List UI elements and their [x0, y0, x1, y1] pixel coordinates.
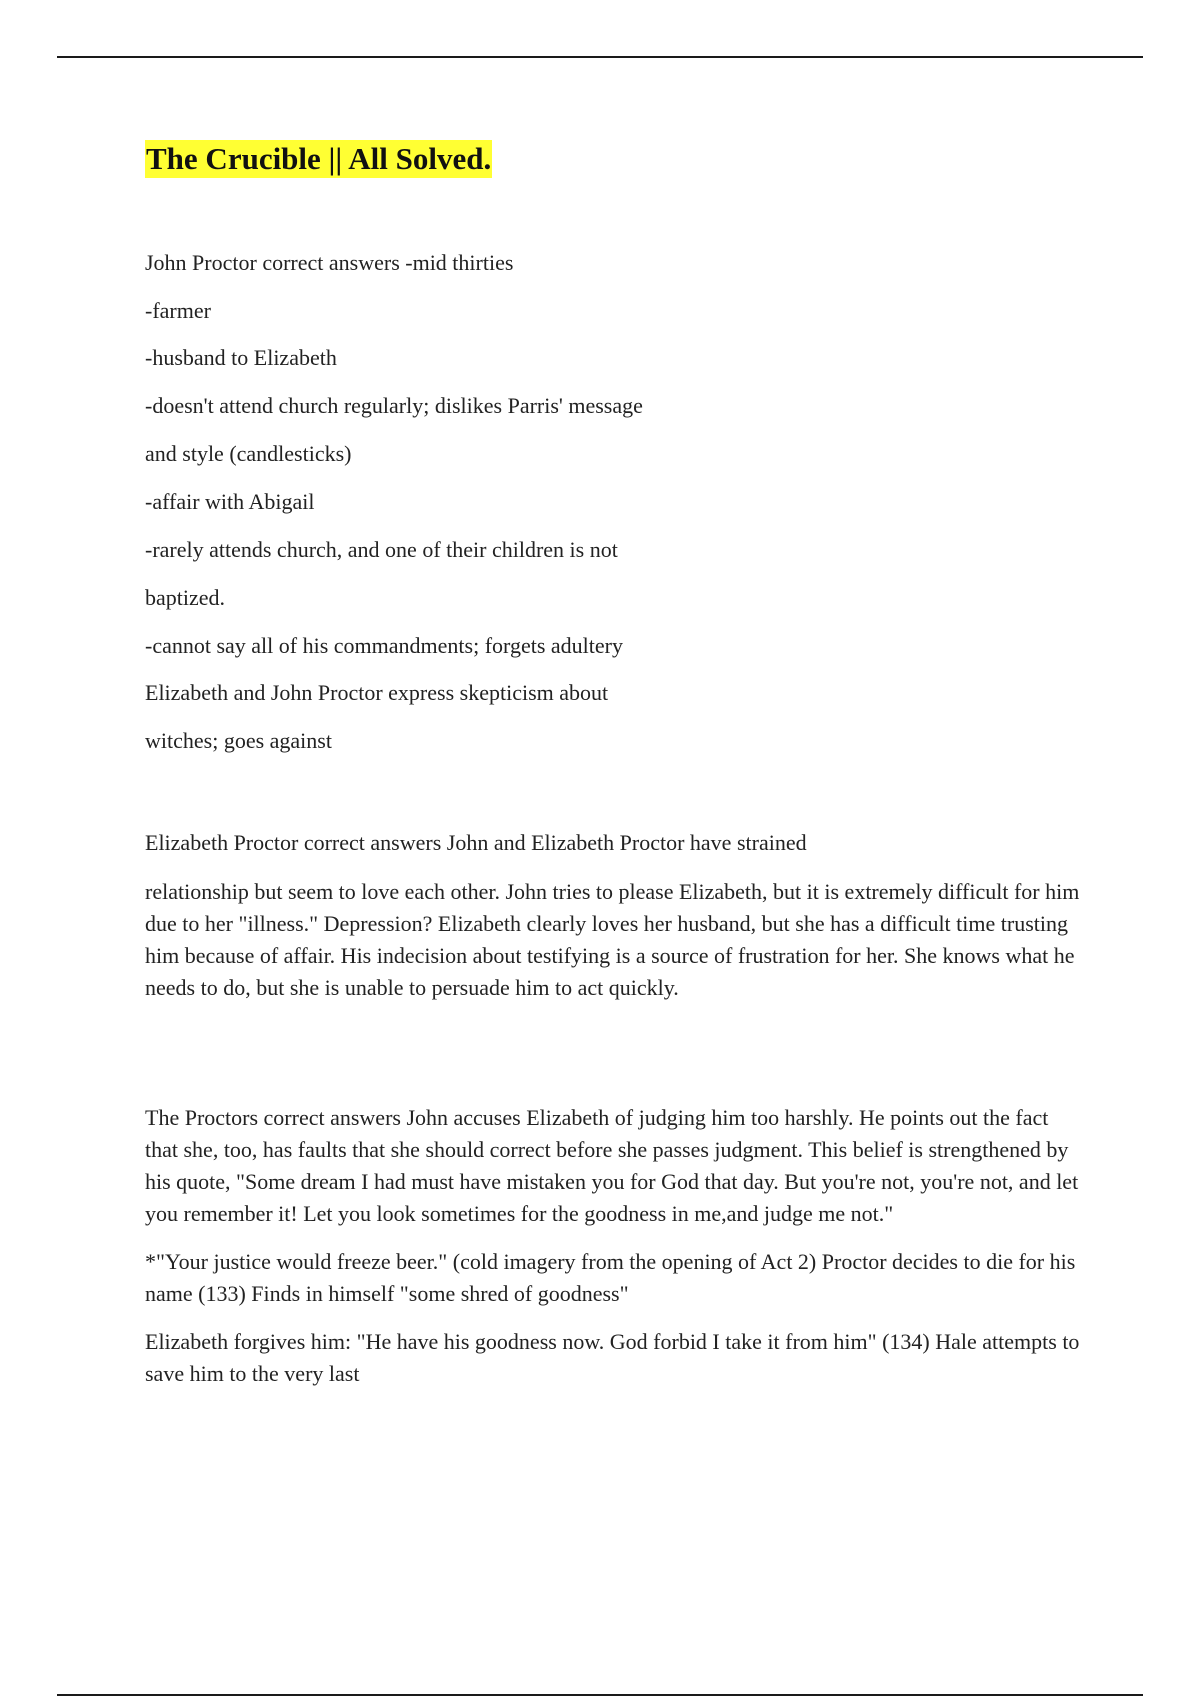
document-page: [145, 140, 1085, 1386]
john-line: Elizabeth and John Proctor express skepticism about: [145, 680, 609, 705]
john-line: -husband to Elizabeth: [145, 345, 337, 370]
john-line: -doesn't attend church regularly; dislikes Parris' message: [145, 393, 643, 418]
top-rule: [57, 56, 1143, 58]
elizabeth-heading-line: Elizabeth Proctor correct answers John and Elizabeth Proctor have strained: [145, 830, 807, 855]
proctors-paragraph: Elizabeth forgives him: "He have his goodness now. God forbid I take it from him" (134) Hale attempts to save him to the very last: [145, 1329, 1080, 1386]
john-line: witches; goes against: [145, 728, 332, 753]
proctors-paragraph: The Proctors correct answers John accuses Elizabeth of judging him too harshly. He points out the fact that she, too, has faults that she should correct before she passes judgment. This belief is strengthened by his quote, "Some dream I had must have mistaken you for God that day. But you're not, you're not, and let you remember it! Let you look sometimes for the goodness in me,and judge me not.": [145, 1105, 1079, 1226]
elizabeth-proctor-section: [145, 830, 1085, 1004]
john-line: -rarely attends church, and one of their children is not: [145, 537, 618, 562]
john-line: John Proctor correct answers -mid thirties: [145, 250, 514, 275]
john-line: -affair with Abigail: [145, 489, 315, 514]
john-line: and style (candlesticks): [145, 441, 352, 466]
elizabeth-paragraph: relationship but seem to love each other. John tries to please Elizabeth, but it is extremely difficult for him due to her "illness." Depression? Elizabeth clearly loves her husband, but she has a difficult time trusting him because of affair. His indecision about testifying is a source of frustration for her. She knows what he needs to do, but she is unable to persuade him to act quickly.: [145, 879, 1080, 1000]
bottom-rule: [57, 1694, 1143, 1696]
document-title: The Crucible || All Solved.: [146, 141, 492, 176]
the-proctors-section: [145, 1102, 1085, 1390]
proctors-paragraph: *"Your justice would freeze beer." (cold imagery from the opening of Act 2) Proctor decides to die for his name (133) Finds in himself "some shred of goodness": [145, 1249, 1076, 1306]
john-line: -cannot say all of his commandments; forgets adultery: [145, 633, 623, 658]
john-line: baptized.: [145, 585, 226, 610]
john-line: -farmer: [145, 298, 211, 323]
john-proctor-section: [145, 250, 1085, 754]
